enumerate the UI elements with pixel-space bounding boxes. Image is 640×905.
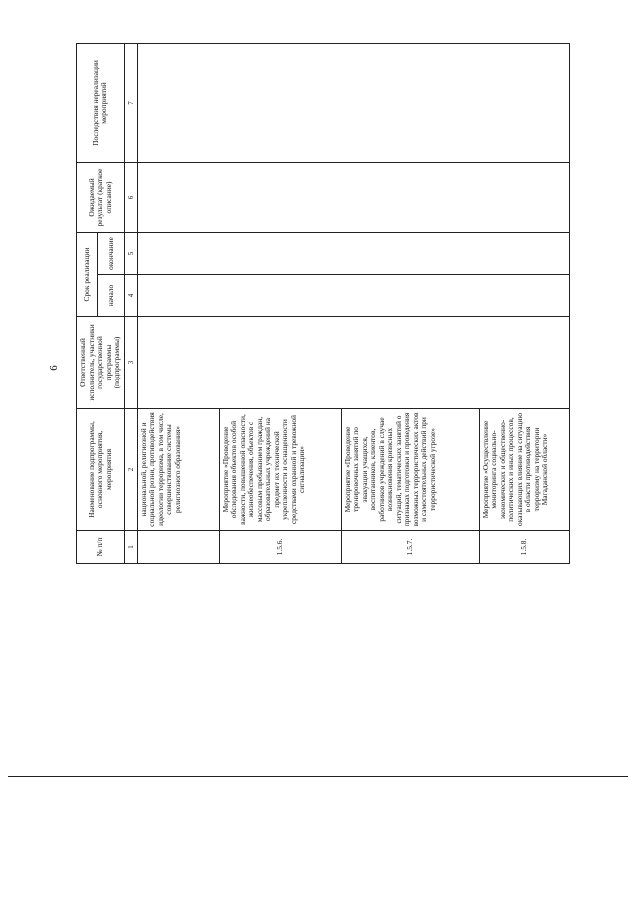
row-name: Мероприятие «Проведение тренировочных занятий по эвакуации учащихся, воспитанников, клиентов, работников учреждений в случае возникновения кризисных ситуаций, тематических занятий о признаках подготовки и проведения возможных террористических актов и самостоятельных действий при террористической угрозе» — [341, 409, 479, 531]
executor-cell — [137, 317, 569, 409]
row-number — [137, 531, 219, 564]
row-number: 1.5.6. — [219, 531, 341, 564]
column-index: 3 — [124, 317, 137, 409]
column-index-row — [124, 43, 137, 563]
end-cell — [137, 232, 569, 274]
column-index: 7 — [124, 43, 137, 162]
header-period: Срок реализации — [77, 232, 98, 316]
horizontal-divider — [8, 776, 628, 777]
row-number: 1.5.8. — [479, 531, 569, 564]
column-index: 2 — [124, 409, 137, 531]
table-row — [137, 43, 219, 563]
row-number: 1.5.7. — [341, 531, 479, 564]
header-result: Ожидаемый результат (краткое описание) — [77, 162, 125, 232]
page-number: 6 — [48, 365, 60, 371]
header-consequences: Последствия нереализации мероприятий — [77, 43, 125, 162]
header-num: № п/п — [77, 531, 125, 564]
result-cell — [137, 162, 569, 232]
row-name: Мероприятие «Проведение обследования объектов особой важности, повышенной опасности, жизнеобеспечения, объектов с массовым пребыванием граждан, образовательных учреждений на предмет их технической укрепленности и оснащенности средствами охранной и тревожной сигнализации» — [219, 409, 341, 531]
column-index: 4 — [124, 275, 137, 317]
header-name: Наименование подпрограммы, основного мероприятия, мероприятия — [77, 409, 125, 531]
start-cell — [137, 275, 569, 317]
rotated-table-container — [76, 44, 558, 564]
row-name: Мероприятие «Осуществление мониторинга социально-экономических и общественно-политических и иных процессов, оказывающих влияние на ситуацию в области противодействия терроризму на территории Магаданской области» — [479, 409, 569, 531]
header-start: начало — [98, 275, 124, 317]
column-index: 6 — [124, 162, 137, 232]
column-index: 5 — [124, 232, 137, 274]
column-index: 1 — [124, 531, 137, 564]
consequences-cell — [137, 43, 569, 162]
rotated-table — [76, 44, 558, 564]
header-end: окончание — [98, 232, 124, 274]
program-table — [76, 43, 570, 564]
header-executor: Ответственный исполнитель, участники государственной программы (подпрограммы) — [77, 317, 125, 409]
row-name: национальной, религиозной и социальной розни, противодействия идеологии терроризма, в том числе, совершенствование системы религиозного образования» — [137, 409, 219, 531]
